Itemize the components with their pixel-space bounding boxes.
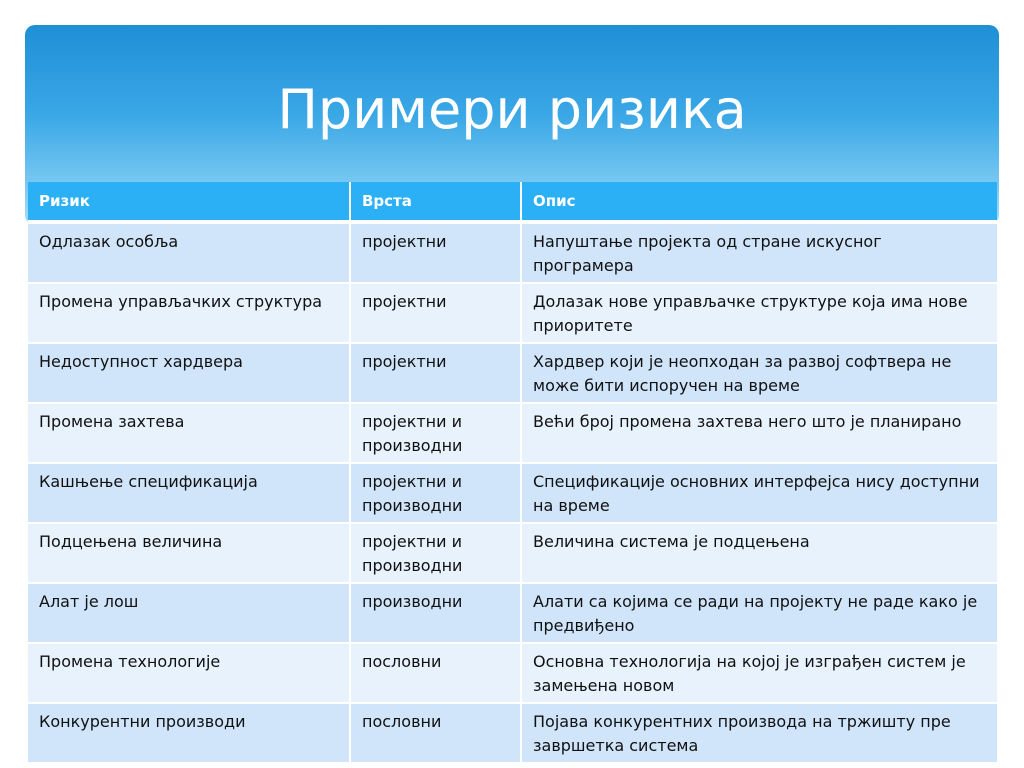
type-cell: пројектни (350, 343, 521, 403)
type-cell: производни (350, 583, 521, 643)
table-row (28, 463, 997, 523)
risk-cell: Промена управљачких структура (28, 283, 350, 343)
header-risk: Ризик (28, 182, 350, 222)
description-cell: Спецификације основних интерфејса нису доступни на време (521, 463, 997, 523)
type-cell: пројектни и производни (350, 523, 521, 583)
type-cell: пројектни (350, 283, 521, 343)
risk-cell: Конкурентни производи (28, 703, 350, 762)
table-row (28, 643, 997, 703)
table-header-row (28, 182, 997, 222)
description-cell: Основна технологија на којој је изграђен систем је замењена новом (521, 643, 997, 703)
table-row (28, 703, 997, 762)
risk-cell: Алат је лош (28, 583, 350, 643)
type-cell: пословни (350, 643, 521, 703)
risk-cell: Промена захтева (28, 403, 350, 463)
table-row (28, 523, 997, 583)
type-cell: пројектни и производни (350, 403, 521, 463)
risk-cell: Промена технологије (28, 643, 350, 703)
header-description: Опис (521, 182, 997, 222)
description-cell: Алати са којима се ради на пројекту не раде како је предвиђено (521, 583, 997, 643)
table-row (28, 403, 997, 463)
type-cell: пројектни и производни (350, 463, 521, 523)
type-cell: пословни (350, 703, 521, 762)
table-row (28, 583, 997, 643)
risk-cell: Одлазак особља (28, 222, 350, 283)
slide-title: Примери ризика (277, 78, 747, 141)
risk-cell: Кашњење спецификација (28, 463, 350, 523)
risk-cell: Недоступност хардвера (28, 343, 350, 403)
risk-cell: Подцењена величина (28, 523, 350, 583)
description-cell: Већи број промена захтева него што је планирано (521, 403, 997, 463)
risk-table (28, 182, 997, 762)
description-cell: Напуштање пројекта од стране искусног програмера (521, 222, 997, 283)
description-cell: Појава конкурентних производа на тржишту пре завршетка система (521, 703, 997, 762)
type-cell: пројектни (350, 222, 521, 283)
header-type: Врста (350, 182, 521, 222)
table-row (28, 283, 997, 343)
description-cell: Долазак нове управљачке структуре која има нове приоритете (521, 283, 997, 343)
description-cell: Хардвер који је неопходан за развој софтвера не може бити испоручен на време (521, 343, 997, 403)
table-row (28, 222, 997, 283)
table-row (28, 343, 997, 403)
description-cell: Величина система је подцењена (521, 523, 997, 583)
